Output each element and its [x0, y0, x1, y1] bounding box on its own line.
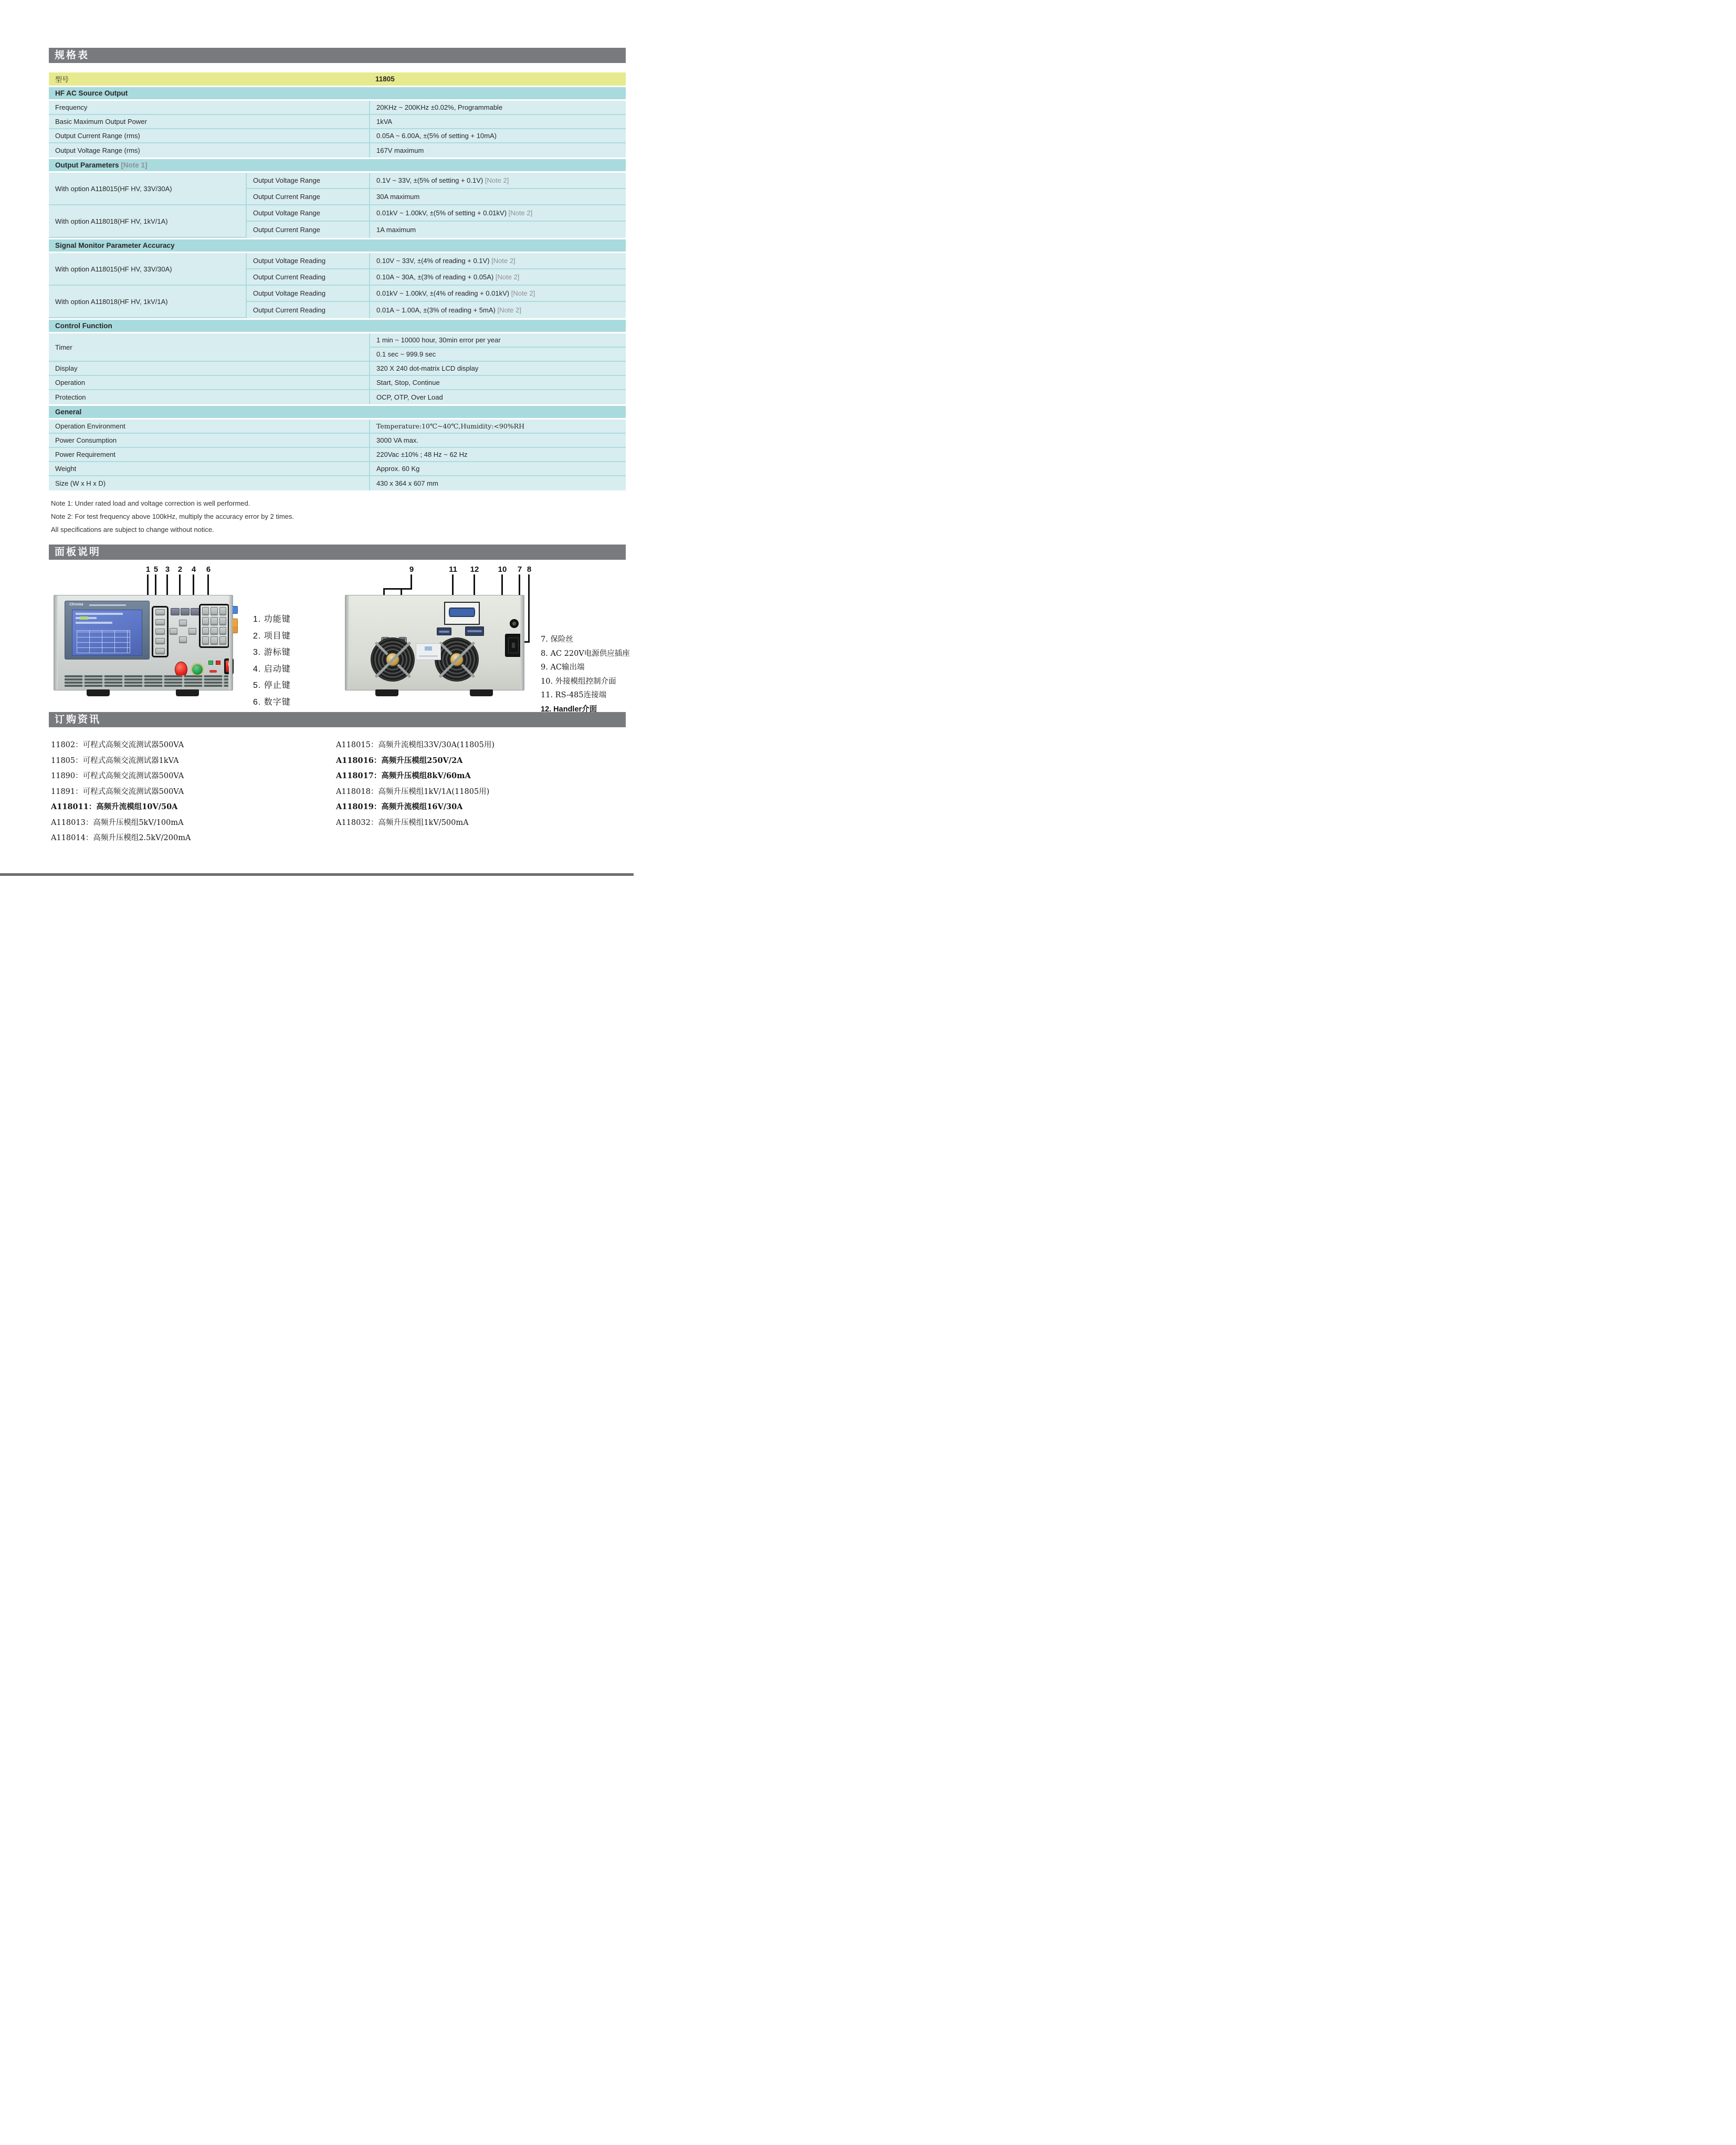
panel-label: 9. AC输出端	[541, 663, 585, 672]
panel-label: 8. AC 220V电源供应插座	[541, 649, 630, 658]
ordering-item: A118018：高频升压模组1kV/1A(11805用)	[336, 787, 490, 796]
row-value: 1 min ~ 10000 hour, 30min error per year	[369, 333, 626, 348]
row-label: Operation	[49, 376, 369, 390]
table-row	[49, 101, 626, 115]
callout-number: 11	[449, 565, 457, 574]
panel-label: 5. 停止键	[253, 681, 291, 690]
table-row	[49, 390, 626, 404]
ordering-item: 11805：可程式高频交流测试器1kVA	[51, 756, 179, 765]
keypad-key	[211, 607, 217, 615]
panel-description-area	[0, 560, 672, 714]
ordering-item: A118017：高频升压模组8kV/60mA	[336, 771, 471, 780]
callout-number: 3	[165, 565, 170, 574]
row-label: Basic Maximum Output Power	[49, 115, 369, 129]
note-ref: [Note 2]	[511, 289, 535, 297]
vent-slot	[65, 675, 228, 677]
status-indicator	[209, 670, 217, 673]
note-ref: [Note 2]	[497, 306, 521, 314]
keypad-key	[219, 636, 226, 645]
row-value: 0.05A ~ 6.00A, ±(5% of setting + 10mA)	[369, 129, 626, 143]
ac-power-inlet	[505, 634, 522, 657]
table-row	[49, 115, 626, 129]
screen-text-line	[76, 622, 112, 624]
panel-section-title-bar: 面板说明	[49, 545, 626, 560]
row-value: 0.1 sec ~ 999.9 sec	[369, 348, 626, 362]
table-row	[49, 205, 626, 222]
ordering-item: A118016：高频升压模组250V/2A	[336, 756, 463, 765]
row-value: 0.01kV ~ 1.00kV, ±(4% of reading + 0.01kV) [Note 2]	[369, 286, 626, 302]
row-value: 1kVA	[369, 115, 626, 129]
ordering-info-area	[0, 727, 672, 842]
screen-text-line	[76, 613, 123, 615]
table-row	[49, 143, 626, 158]
row-value: Temperature:10℃~40℃,Humidity:<90%RH	[369, 420, 626, 434]
keypad-key	[211, 636, 217, 645]
lcd-bezel	[65, 601, 150, 660]
row-label: Output Voltage Range (rms)	[49, 143, 369, 158]
panel-label: 12. Handler介面	[541, 705, 597, 714]
keypad-key	[202, 636, 209, 645]
rear-panel-label-list	[541, 633, 630, 717]
ordering-item: A118011：高频升流模组10V/50A	[51, 802, 178, 811]
module-control-connector	[465, 626, 484, 636]
sub-label: Output Voltage Range	[246, 205, 369, 222]
fuse-holder	[510, 619, 519, 628]
row-value: 430 x 364 x 607 mm	[369, 476, 626, 490]
bezel-text-line	[89, 604, 126, 606]
vent-slot	[65, 682, 228, 684]
row-value: 0.01kV ~ 1.00kV, ±(5% of setting + 0.01kV) [Note 2]	[369, 205, 626, 222]
pass-led	[208, 661, 213, 665]
table-row	[49, 420, 626, 434]
panel-label: 3. 游标键	[253, 648, 291, 657]
section-header-signal: Signal Monitor Parameter Accuracy	[49, 238, 626, 253]
callout-number: 8	[527, 565, 532, 574]
keypad-key	[202, 627, 209, 635]
note-ref: [Note 2]	[485, 176, 509, 184]
table-row	[49, 286, 626, 302]
sub-label: Output Current Range	[246, 222, 369, 238]
row-value: OCP, OTP, Over Load	[369, 390, 626, 404]
row-label: Weight	[49, 462, 369, 476]
ordering-item: 11891：可程式高频交流测试器500VA	[51, 787, 184, 796]
row-value: 0.10V ~ 33V, ±(4% of reading + 0.1V) [Note 2]	[369, 253, 626, 269]
callout-number: 2	[177, 565, 183, 574]
option-label: With option A118018(HF HV, 1kV/1A)	[49, 205, 246, 238]
sub-label: Output Current Reading	[246, 302, 369, 318]
ordering-column-left	[51, 739, 191, 847]
ordering-item: A118014：高频升压模组2.5kV/200mA	[51, 834, 191, 842]
disclaimer: All specifications are subject to change without notice.	[51, 526, 214, 533]
note-ref: [Note 2]	[495, 273, 520, 281]
keypad-key	[219, 617, 226, 625]
handler-connector	[449, 608, 475, 617]
function-key	[155, 619, 165, 625]
ordering-item: 11802：可程式高频交流测试器500VA	[51, 741, 184, 749]
vent-grille	[65, 675, 228, 688]
sub-label: Output Current Reading	[246, 269, 369, 286]
handler-interface-box	[444, 602, 480, 625]
table-notes	[51, 497, 672, 536]
keypad-key	[202, 607, 209, 615]
screen-highlight	[80, 616, 88, 620]
row-label: Operation Environment	[49, 420, 369, 434]
vent-slot	[65, 685, 228, 687]
function-key	[155, 609, 165, 615]
function-key	[155, 638, 165, 644]
ordering-item: 11890：可程式高频交流测试器500VA	[51, 772, 184, 780]
callout-line	[411, 574, 412, 588]
row-value: 0.01A ~ 1.00A, ±(3% of reading + 5mA) [Note 2]	[369, 302, 626, 318]
table-row	[49, 173, 626, 189]
power-rocker	[226, 661, 232, 672]
row-value: 0.10A ~ 30A, ±(3% of reading + 0.05A) [Note 2]	[369, 269, 626, 286]
note-2: Note 2: For test frequency above 100kHz, multiply the accuracy error by 2 times.	[51, 512, 294, 520]
panel-label: 4. 启动键	[253, 664, 291, 674]
callout-number: 10	[498, 565, 507, 574]
fan-hub	[385, 652, 400, 667]
table-row	[49, 434, 626, 448]
model-value: 11805	[369, 72, 626, 86]
row-value: 220Vac ±10% ; 48 Hz ~ 62 Hz	[369, 448, 626, 462]
table-row	[49, 376, 626, 390]
ordering-column-right	[336, 739, 495, 832]
sub-label: Output Current Range	[246, 189, 369, 205]
function-key	[155, 629, 165, 635]
front-panel-label-list	[253, 612, 291, 711]
sub-label: Output Voltage Reading	[246, 253, 369, 269]
row-value: 1A maximum	[369, 222, 626, 238]
blue-key	[232, 606, 238, 614]
row-value: 3000 VA max.	[369, 434, 626, 448]
ordering-item: A118019：高频升流模组16V/30A	[336, 802, 463, 811]
datasheet-page	[0, 48, 672, 878]
device-foot	[87, 689, 110, 696]
keypad-key	[211, 627, 217, 635]
callout-number: 12	[470, 565, 479, 574]
section-header-control: Control Function	[49, 318, 626, 333]
row-value: 20KHz ~ 200KHz ±0.02%, Programmable	[369, 101, 626, 115]
keypad-key	[211, 617, 217, 625]
note-ref: [Note 2]	[491, 257, 515, 265]
option-label: With option A118018(HF HV, 1kV/1A)	[49, 286, 246, 318]
ordering-item: A118032：高频升压模组1kV/500mA	[336, 818, 469, 827]
table-row	[49, 476, 626, 490]
device-foot	[176, 689, 199, 696]
table-section-row	[49, 238, 626, 253]
numeric-keypad	[199, 604, 229, 648]
row-label: Timer	[49, 333, 369, 362]
front-panel-device	[54, 595, 233, 690]
row-value: 167V maximum	[369, 143, 626, 158]
option-label: With option A118015(HF HV, 33V/30A)	[49, 173, 246, 205]
row-value: 30A maximum	[369, 189, 626, 205]
row-value: 0.1V ~ 33V, ±(5% of setting + 0.1V) [Note 2]	[369, 173, 626, 189]
keypad-key	[219, 607, 226, 615]
sub-label: Output Voltage Reading	[246, 286, 369, 302]
option-label: With option A118015(HF HV, 33V/30A)	[49, 253, 246, 286]
fail-led	[216, 661, 220, 665]
cooling-fan	[435, 637, 479, 682]
table-row	[49, 333, 626, 348]
row-label: Power Consumption	[49, 434, 369, 448]
panel-label: 2. 项目键	[253, 631, 291, 641]
spec-table	[49, 72, 626, 490]
row-value: Start, Stop, Continue	[369, 376, 626, 390]
table-row	[49, 129, 626, 143]
cursor-right-key	[188, 628, 196, 635]
note-1: Note 1: Under rated load and voltage correction is well performed.	[51, 499, 250, 507]
callout-number: 6	[206, 565, 211, 574]
row-label: Protection	[49, 390, 369, 404]
section-header-general: General	[49, 404, 626, 420]
panel-label: 1. 功能键	[253, 615, 291, 624]
ordering-item: A118015：高频升流模组33V/30A(11805用)	[336, 741, 495, 749]
callout-number: 9	[409, 565, 414, 574]
screen-table-grid	[77, 630, 130, 653]
item-key	[181, 608, 190, 615]
fan-hub	[449, 652, 464, 667]
device-foot	[470, 689, 493, 696]
rear-panel-figure	[339, 565, 534, 700]
spec-section-title-bar: 规格表	[49, 48, 626, 63]
lcd-screen	[72, 610, 142, 656]
table-section-row	[49, 86, 626, 101]
row-label: Output Current Range (rms)	[49, 129, 369, 143]
keypad-key	[202, 617, 209, 625]
callout-number: 5	[153, 565, 159, 574]
row-label: Power Requirement	[49, 448, 369, 462]
callout-line	[383, 588, 412, 590]
item-key	[191, 608, 199, 615]
model-label: 型号	[49, 72, 369, 86]
callout-number: 7	[517, 565, 522, 574]
front-panel-figure	[47, 565, 243, 700]
panel-label: 11. RS-485连接端	[541, 691, 607, 699]
section-header-hf-ac: HF AC Source Output	[49, 86, 626, 101]
panel-label: 7. 保险丝	[541, 635, 573, 644]
callout-number: 1	[145, 565, 151, 574]
table-row	[49, 448, 626, 462]
power-switch	[224, 658, 234, 674]
function-key	[155, 648, 165, 654]
callout-line	[528, 574, 530, 643]
table-row-model	[49, 72, 626, 86]
note-ref: [Note 1]	[121, 161, 148, 169]
panel-label: 6. 数字键	[253, 697, 291, 707]
section-header-output-params: Output Parameters [Note 1]	[49, 158, 626, 173]
row-value: 320 X 240 dot-matrix LCD display	[369, 362, 626, 376]
note-ref: [Note 2]	[508, 209, 533, 217]
orange-key	[232, 619, 238, 633]
row-value: Approx. 60 Kg	[369, 462, 626, 476]
item-key	[171, 608, 180, 615]
row-label: Frequency	[49, 101, 369, 115]
cursor-up-key	[179, 620, 187, 626]
table-row	[49, 253, 626, 269]
panel-label: 10. 外接模组控制介面	[541, 677, 616, 686]
rs485-connector	[437, 627, 451, 635]
rating-label	[416, 643, 441, 660]
ordering-section-title-bar: 订购资讯	[49, 712, 626, 727]
function-keys	[152, 606, 169, 657]
footer-rule	[0, 873, 634, 876]
row-label: Display	[49, 362, 369, 376]
table-section-row	[49, 158, 626, 173]
device-foot	[375, 689, 398, 696]
row-label: Size (W x H x D)	[49, 476, 369, 490]
vent-slot	[65, 678, 228, 681]
table-section-row	[49, 318, 626, 333]
callout-number: 4	[191, 565, 196, 574]
table-row	[49, 362, 626, 376]
cursor-left-key	[170, 628, 177, 635]
rear-panel-device	[345, 595, 524, 690]
start-button	[191, 663, 204, 676]
table-row	[49, 462, 626, 476]
keypad-key	[219, 627, 226, 635]
brand-logo: Chroma	[69, 603, 83, 606]
cursor-down-key	[179, 636, 187, 643]
cooling-fan	[371, 637, 415, 682]
sub-label: Output Voltage Range	[246, 173, 369, 189]
table-section-row	[49, 404, 626, 420]
ordering-item: A118013：高频升压模组5kV/100mA	[51, 818, 184, 827]
